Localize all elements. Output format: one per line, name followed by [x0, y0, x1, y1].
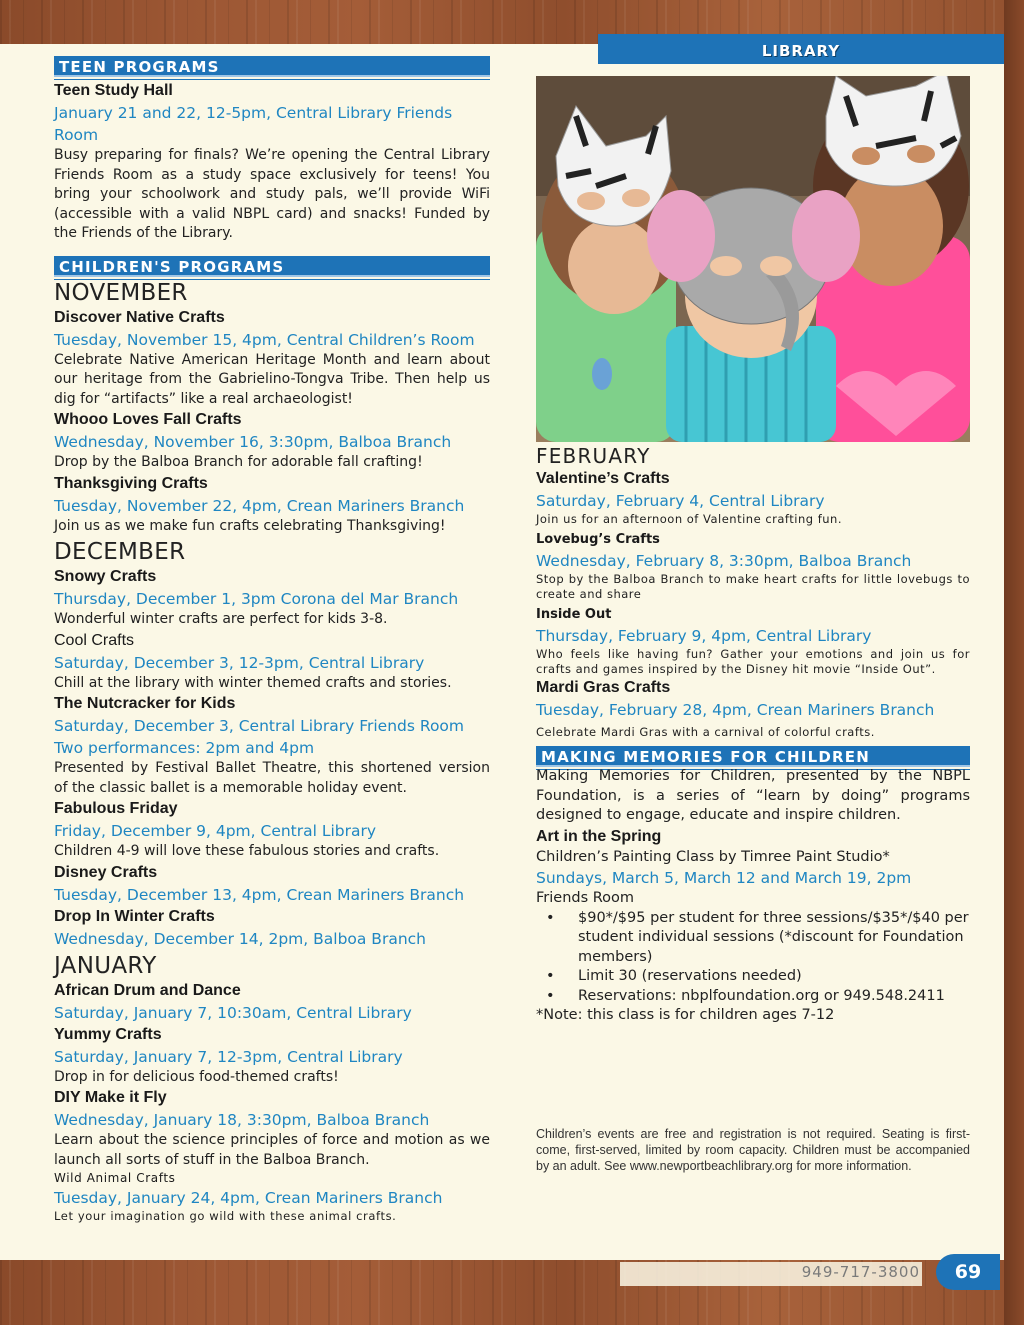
month-heading-december: DECEMBER — [54, 539, 186, 565]
event-description: Who feels like having fun? Gather your emotions and join us for crafts and games inspired by the Disney hit movie “Inside Out”. — [536, 647, 970, 676]
list-item — [536, 987, 970, 1007]
event-title-art-in-the-spring: Art in the Spring — [536, 827, 662, 845]
event-drop-in-winter-crafts — [54, 906, 490, 950]
event-title: Valentine’s Crafts — [536, 470, 670, 487]
list-item-text: $90*/$95 per student for three sessions/$35*/$40 per student individual sessions (*discount for Foundation members) — [578, 909, 969, 965]
event-when: Wednesday, February 8, 3:30pm, Balboa Branch — [536, 552, 912, 570]
photo-illustration — [536, 76, 970, 442]
page-number: 69 — [936, 1254, 1000, 1290]
event-fabulous-friday — [54, 798, 490, 862]
event-title: Inside Out — [536, 607, 612, 622]
event-cool-crafts — [54, 630, 490, 694]
event-title: African Drum and Dance — [54, 981, 241, 999]
event-when: Saturday, December 3, 12-3pm, Central Library — [54, 653, 425, 672]
event-description: Children 4-9 will love these fabulous stories and crafts. — [54, 843, 440, 859]
event-description: Busy preparing for finals? We’re opening the Central Library Friends Room as a study space exclusively for teens! You bring your schoolwork and study pals, we’ll provide WiFi (accessible with a valid NBPL card) and snacks! Funded by the Friends of the Library. — [54, 147, 490, 241]
event-description: Learn about the science principles of force and motion as we launch all sorts of stuff in the Balboa Branch. — [54, 1132, 490, 1168]
details-list — [536, 909, 970, 1007]
event-disney-crafts — [54, 862, 490, 906]
event-fall-crafts — [54, 409, 490, 473]
bullet-icon: • — [546, 968, 555, 984]
making-memories-intro: Making Memories for Children, presented by the NBPL Foundation, is a series of “learn by doing” programs designed to engage, educate and inspire children. — [536, 768, 970, 823]
event-when: Tuesday, November 15, 4pm, Central Children’s Room — [54, 330, 475, 349]
event-title: Teen Study Hall — [54, 82, 173, 99]
event-nutcracker — [54, 693, 490, 798]
footer-phone: 949-717-3800 — [620, 1262, 922, 1286]
event-when: Saturday, January 7, 10:30am, Central Library — [54, 1003, 412, 1022]
event-title: Whooo Loves Fall Crafts — [54, 411, 242, 428]
list-item — [536, 909, 970, 968]
event-description: Presented by Festival Ballet Theatre, this shortened version of the classic ballet is a memorable holiday event. — [54, 760, 490, 796]
list-item — [536, 967, 970, 987]
list-item-text: Reservations: nbplfoundation.org or 949.548.2411 — [578, 987, 945, 1004]
event-title: Snowy Crafts — [54, 568, 157, 585]
event-description: Join us as we make fun crafts celebrating Thanksgiving! — [54, 517, 446, 534]
bullet-icon: • — [546, 909, 555, 926]
event-when: Tuesday, January 24, 4pm, Crean Mariners Branch — [54, 1189, 443, 1207]
event-african-drum-dance — [54, 980, 490, 1024]
event-when: Wednesday, January 18, 3:30pm, Balboa Branch — [54, 1111, 430, 1129]
event-description: Wonderful winter crafts are perfect for kids 3-8. — [54, 611, 388, 627]
event-subtitle: Children’s Painting Class by Timree Paint Studio* — [536, 848, 890, 865]
month-heading-january: JANUARY — [54, 952, 157, 979]
event-thanksgiving-crafts — [54, 473, 490, 537]
teen-programs-heading: TEEN PROGRAMS — [54, 56, 490, 77]
event-description: Let your imagination go wild with these animal crafts. — [54, 1209, 397, 1223]
making-memories-heading: MAKING MEMORIES FOR CHILDREN — [536, 746, 970, 767]
event-when: Thursday, February 9, 4pm, Central Library — [536, 627, 872, 645]
event-lovebugs-crafts — [536, 530, 970, 602]
event-when: January 21 and 22, 12-5pm, Central Library Friends Room — [54, 104, 453, 144]
event-when: Wednesday, December 14, 2pm, Balboa Branch — [54, 929, 426, 948]
event-description: Drop in for delicious food-themed crafts! — [54, 1068, 339, 1085]
event-description: Drop by the Balboa Branch for adorable fall crafting! — [54, 454, 423, 470]
event-when: Thursday, December 1, 3pm Corona del Mar Branch — [54, 590, 459, 608]
event-description: Join us for an afternoon of Valentine crafting fun. — [536, 512, 842, 526]
event-diy-make-it-fly — [54, 1087, 490, 1170]
right-column — [536, 442, 970, 1026]
event-title: Wild Animal Crafts — [54, 1171, 176, 1185]
event-title: Fabulous Friday — [54, 800, 178, 817]
event-location: Friends Room — [536, 890, 635, 906]
photo-children-animal-masks — [536, 76, 970, 442]
event-when: Wednesday, November 16, 3:30pm, Balboa Branch — [54, 433, 452, 451]
event-discover-native-crafts — [54, 307, 490, 410]
event-when: Tuesday, February 28, 4pm, Crean Mariners Branch — [536, 701, 935, 719]
wood-edge — [1004, 0, 1024, 1325]
event-title: Disney Crafts — [54, 863, 158, 881]
event-when: Saturday, December 3, Central Library Friends Room — [54, 717, 465, 735]
event-title: Yummy Crafts — [54, 1025, 162, 1043]
event-when: Saturday, February 4, Central Library — [536, 492, 825, 510]
event-when: Tuesday, November 22, 4pm, Crean Mariners Branch — [54, 496, 465, 515]
event-when: Tuesday, December 13, 4pm, Crean Mariners Branch — [54, 885, 465, 904]
event-when: Saturday, January 7, 12-3pm, Central Library — [54, 1047, 403, 1066]
list-item-text: Limit 30 (reservations needed) — [578, 968, 802, 984]
event-title: Drop In Winter Crafts — [54, 907, 215, 925]
event-title: Thanksgiving Crafts — [54, 474, 208, 492]
event-title: Lovebug’s Crafts — [536, 532, 660, 547]
event-wild-animal-crafts — [54, 1170, 490, 1224]
event-when: Friday, December 9, 4pm, Central Library — [54, 822, 377, 840]
event-title: Discover Native Crafts — [54, 308, 225, 326]
event-description: Celebrate Native American Heritage Month and learn about our heritage from the Gabrielino-Tongva Tribe. Then help us dig for “artifacts” like a real archaeologist! — [54, 351, 490, 407]
month-heading-november: NOVEMBER — [54, 279, 188, 306]
childrens-programs-heading: CHILDREN'S PROGRAMS — [54, 256, 490, 277]
childrens-events-footnote: Children’s events are free and registration is not required. Seating is first-come, first-served, limited by room capacity. Children must be accompanied by an adult. See www.newportbeachlibrary.org for more information. — [536, 1127, 970, 1173]
event-title: The Nutcracker for Kids — [54, 695, 236, 712]
event-when: Sundays, March 5, March 12 and March 19, 2pm — [536, 869, 912, 887]
left-column — [54, 56, 490, 1224]
event-inside-out — [536, 605, 970, 677]
event-mardi-gras-crafts — [536, 677, 970, 740]
age-note: *Note: this class is for children ages 7-12 — [536, 1007, 835, 1023]
event-title: Mardi Gras Crafts — [536, 679, 671, 696]
event-description: Chill at the library with winter themed crafts and stories. — [54, 674, 452, 691]
event-yummy-crafts — [54, 1024, 490, 1088]
event-title: DIY Make it Fly — [54, 1089, 167, 1106]
section-tab-library: LIBRARY — [598, 34, 1004, 64]
bullet-icon: • — [546, 987, 555, 1004]
event-snowy-crafts — [54, 566, 490, 630]
event-when-secondary: Two performances: 2pm and 4pm — [54, 739, 315, 757]
event-description: Stop by the Balboa Branch to make heart crafts for little lovebugs to create and share — [536, 572, 970, 601]
event-description: Celebrate Mardi Gras with a carnival of colorful crafts. — [536, 725, 875, 739]
event-valentines-crafts — [536, 468, 970, 527]
month-heading-february: FEBRUARY — [536, 444, 651, 468]
event-title: Cool Crafts — [54, 631, 135, 649]
event-teen-study-hall — [54, 80, 490, 244]
